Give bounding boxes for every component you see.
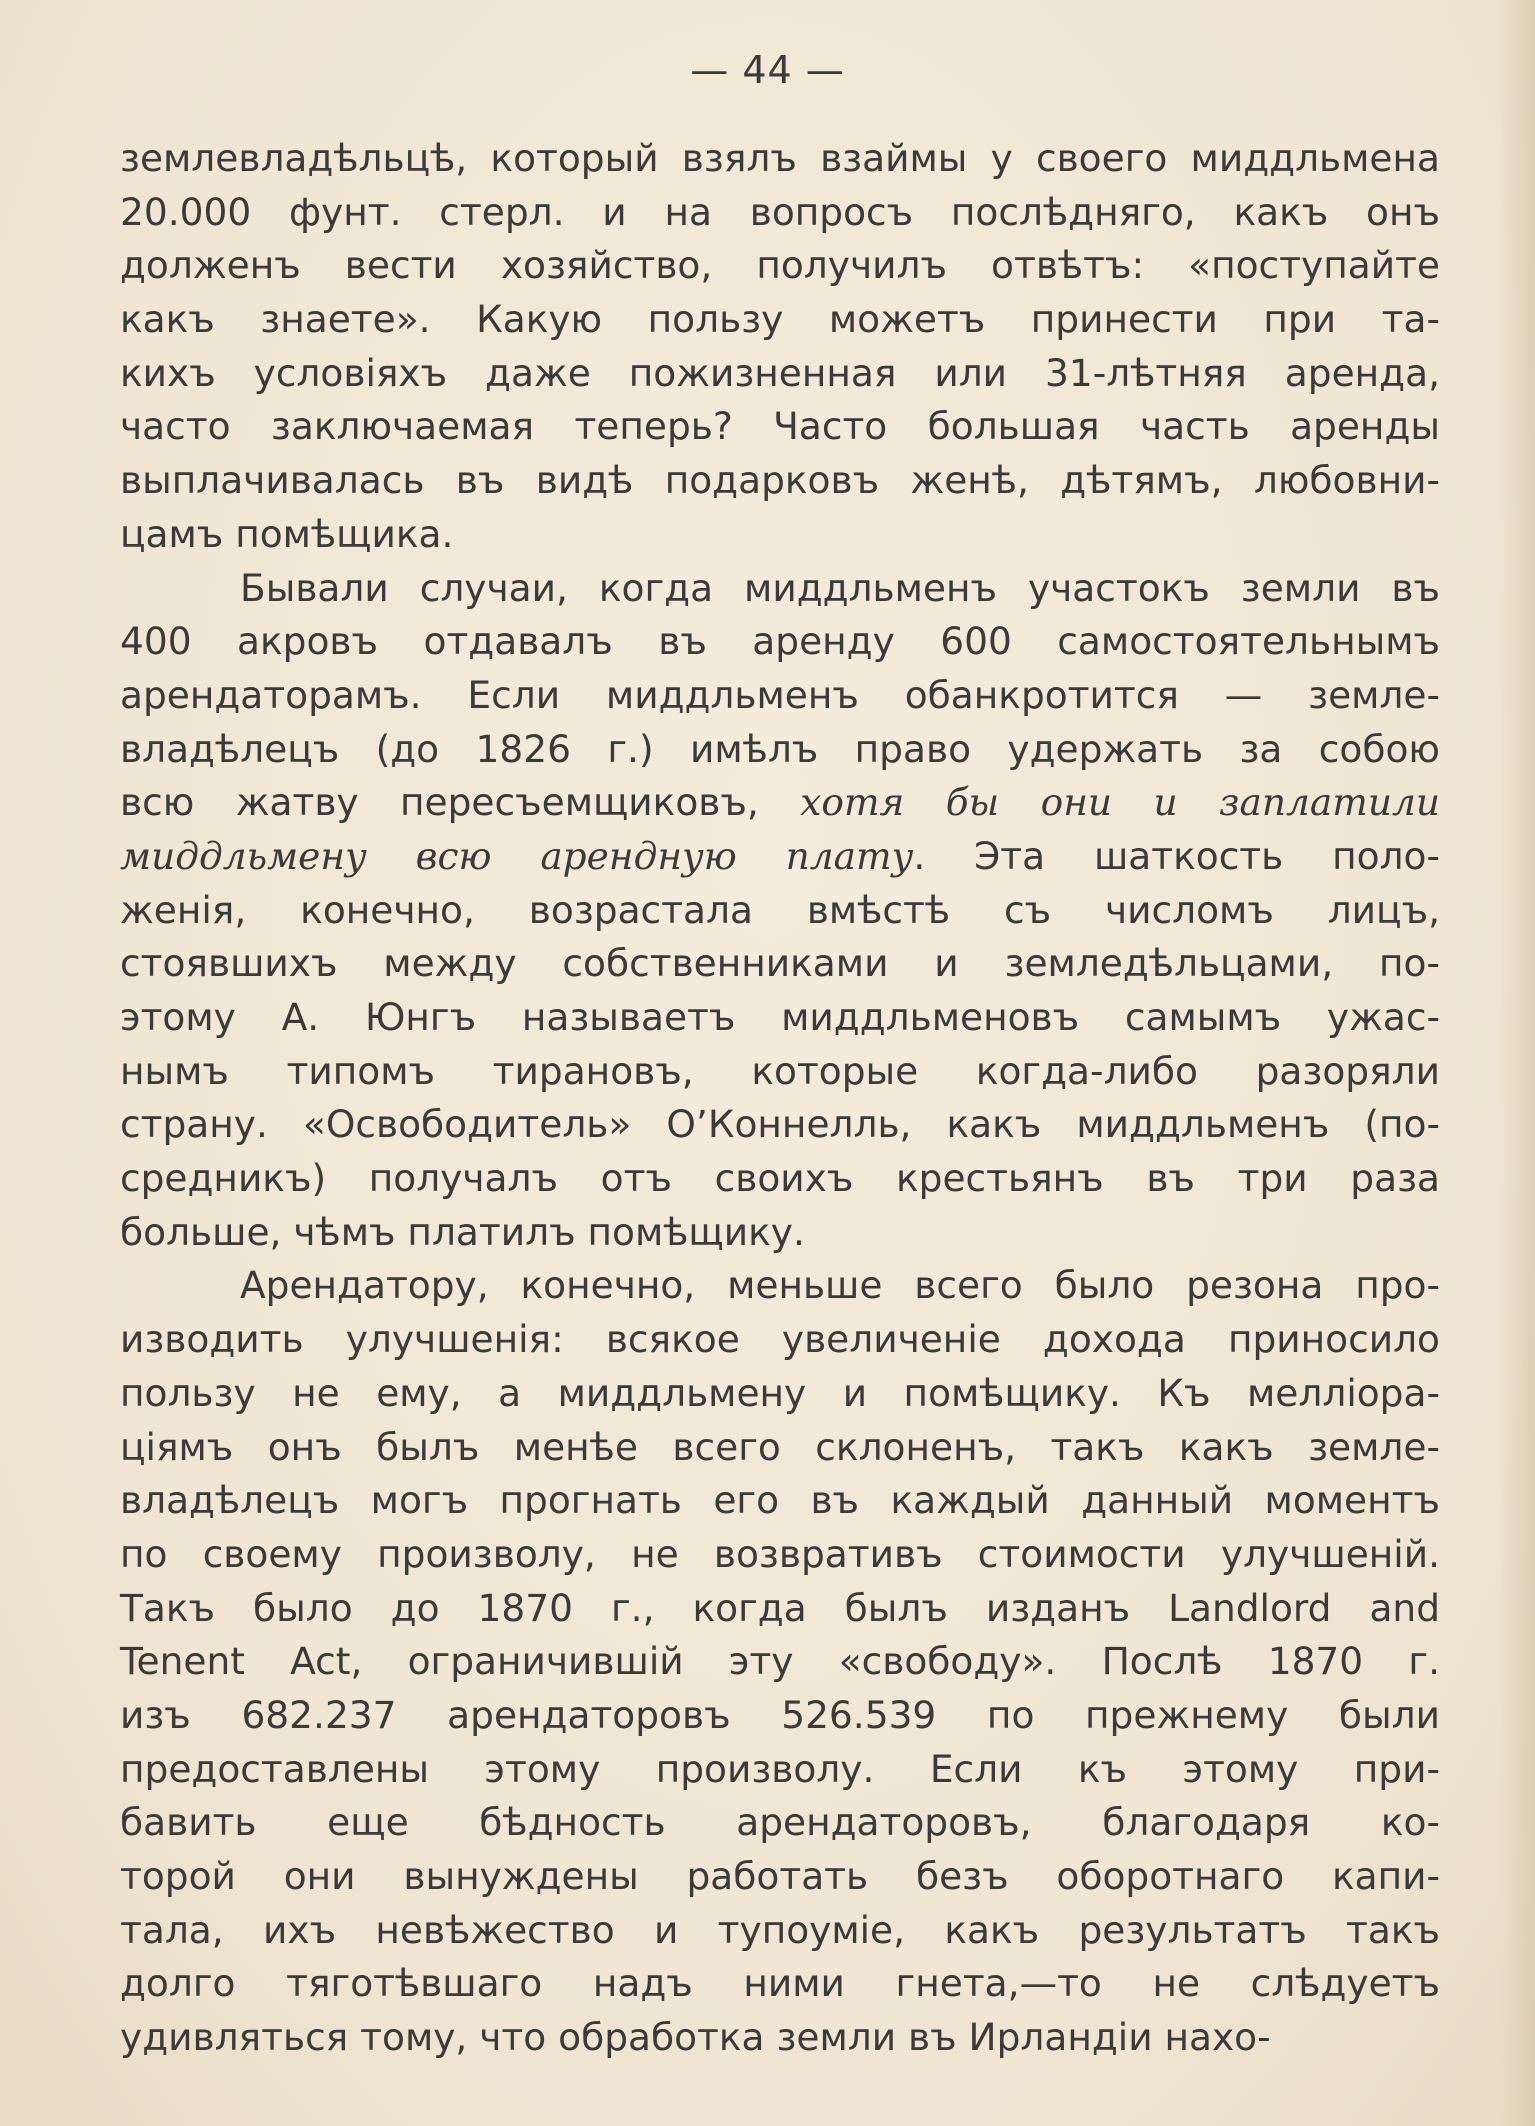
page-number: — 44 — xyxy=(690,48,845,92)
text-line xyxy=(120,1582,1440,1636)
text-segment: ціямъ онъ былъ менѣе всего склоненъ, такъ какъ земле- xyxy=(120,1424,1440,1469)
text-line xyxy=(120,239,1440,293)
text-line xyxy=(120,454,1440,508)
text-line xyxy=(120,1957,1440,2011)
text-segment: всю жатву пересъемщиковъ, xyxy=(120,780,801,825)
text-segment: выплачивалась въ видѣ подарковъ женѣ, дѣтямъ, любовни- xyxy=(120,458,1440,503)
text-line xyxy=(120,562,1440,616)
text-line xyxy=(120,1259,1440,1313)
text-segment: средникъ) получалъ отъ своихъ крестьянъ въ три раза xyxy=(120,1156,1440,1201)
text-segment: долго тяготѣвшаго надъ ними гнета,—то не слѣдуетъ xyxy=(120,1961,1440,2006)
text-segment: Такъ было до 1870 г., когда былъ изданъ Landlord and xyxy=(120,1585,1440,1630)
text-segment: страну. «Освободитель» О’Коннелль, какъ миддльменъ (по- xyxy=(120,1102,1440,1147)
text-line xyxy=(120,508,1440,562)
text-segment: владѣлецъ могъ прогнать его въ каждый данный моментъ xyxy=(120,1478,1440,1523)
text-segment: нымъ типомъ тирановъ, которые когда-либо разоряли xyxy=(120,1048,1440,1093)
text-segment: пользу не ему, а миддльмену и помѣщику. Къ мелліора- xyxy=(120,1370,1440,1415)
text-line xyxy=(120,1528,1440,1582)
text-line xyxy=(120,1689,1440,1743)
text-segment: этому А. Юнгъ называетъ миддльменовъ самымъ ужас- xyxy=(120,995,1440,1039)
text-segment: стоявшихъ между собственниками и земледѣльцами, по- xyxy=(120,941,1440,986)
text-line xyxy=(120,2011,1440,2065)
text-line xyxy=(120,347,1440,401)
text-line xyxy=(120,1045,1440,1099)
text-segment: удивляться тому, что обработка земли въ Ирландіи нахо- xyxy=(120,2015,1271,2060)
text-line xyxy=(120,991,1440,1045)
text-segment: какъ знаете». Какую пользу можетъ принести при та- xyxy=(120,297,1440,342)
paragraph xyxy=(120,1259,1440,2064)
text-line xyxy=(120,723,1440,777)
text-line xyxy=(120,1850,1440,1904)
text-segment: землевладѣльцѣ, который взялъ взаймы у своего миддльмена xyxy=(120,136,1440,180)
text-line xyxy=(120,1474,1440,1528)
text-line xyxy=(120,186,1440,240)
text-line xyxy=(120,132,1440,186)
text-line xyxy=(120,1796,1440,1850)
text-segment: тала, ихъ невѣжество и тупоуміе, какъ результатъ такъ xyxy=(120,1907,1440,1952)
italic-text-segment: хотя бы они и заплатили xyxy=(800,780,1440,825)
text-segment: долженъ вести хозяйство, получилъ отвѣтъ: «поступайте xyxy=(120,243,1440,288)
text-line xyxy=(120,1367,1440,1421)
text-line xyxy=(120,400,1440,454)
text-segment: арендаторамъ. Если миддльменъ обанкротится — земле- xyxy=(120,672,1440,717)
text-segment: 20.000 фунт. стерл. и на вопросъ послѣдняго, какъ онъ xyxy=(120,189,1440,234)
paragraph xyxy=(120,132,1440,562)
text-segment: цамъ помѣщика. xyxy=(120,511,454,556)
text-segment: 400 акровъ отдавалъ въ аренду 600 самостоятельнымъ xyxy=(120,619,1440,664)
text-line xyxy=(120,1313,1440,1367)
text-segment: владѣлецъ (до 1826 г.) имѣлъ право удержать за собою xyxy=(120,726,1440,771)
page-edge-shadow xyxy=(1499,0,1535,2126)
paragraph xyxy=(120,562,1440,1260)
text-line xyxy=(120,884,1440,938)
text-segment: больше, чѣмъ платилъ помѣщику. xyxy=(120,1209,805,1254)
text-segment: Бывали случаи, когда миддльменъ участокъ земли въ xyxy=(240,565,1440,610)
text-segment: Арендатору, конечно, меньше всего было резона про- xyxy=(240,1263,1440,1308)
text-line xyxy=(120,1152,1440,1206)
text-line xyxy=(120,1743,1440,1797)
text-segment: предоставлены этому произволу. Если къ этому при- xyxy=(120,1746,1440,1791)
text-line xyxy=(120,1421,1440,1475)
text-line xyxy=(120,293,1440,347)
text-segment: изводить улучшенія: всякое увеличеніе дохода приносило xyxy=(120,1317,1440,1362)
text-segment: бавить еще бѣдность арендаторовъ, благодаря ко- xyxy=(120,1800,1440,1845)
text-segment: по своему произволу, не возвративъ стоимости улучшеній. xyxy=(120,1531,1440,1576)
body-text xyxy=(120,132,1440,2065)
text-line xyxy=(120,1904,1440,1958)
italic-text-segment: миддльмену всю арендную плату xyxy=(120,833,914,878)
text-line xyxy=(120,937,1440,991)
text-line xyxy=(120,1098,1440,1152)
text-segment: . Эта шаткость поло- xyxy=(913,833,1440,878)
text-line xyxy=(120,776,1440,830)
text-segment: торой они вынуждены работать безъ оборотнаго капи- xyxy=(120,1854,1440,1898)
text-segment: женія, конечно, возрастала вмѣстѣ съ числомъ лицъ, xyxy=(120,887,1440,932)
text-segment: изъ 682.237 арендаторовъ 526.539 по прежнему были xyxy=(120,1692,1440,1737)
text-line xyxy=(120,615,1440,669)
text-line xyxy=(120,830,1440,884)
text-line xyxy=(120,1635,1440,1689)
text-segment: кихъ условіяхъ даже пожизненная или 31-лѣтняя аренда, xyxy=(120,350,1440,395)
text-segment: Tenent Act, ограничившій эту «свободу». Послѣ 1870 г. xyxy=(120,1639,1440,1684)
text-line xyxy=(120,1206,1440,1260)
text-segment: часто заключаемая теперь? Часто большая часть аренды xyxy=(120,404,1440,449)
text-line xyxy=(120,669,1440,723)
